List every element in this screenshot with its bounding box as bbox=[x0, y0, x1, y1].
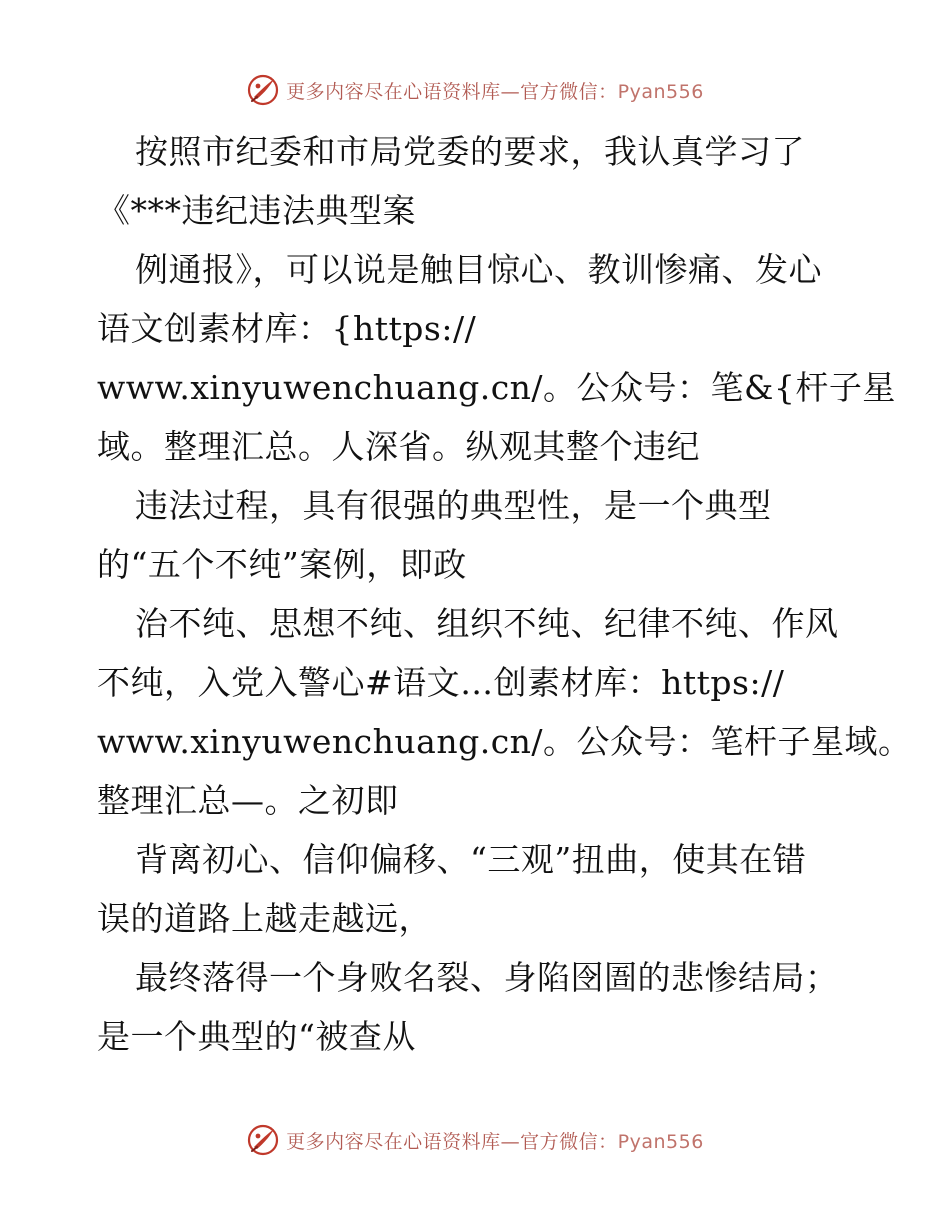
header-wechat-id: Pyan556 bbox=[617, 80, 704, 103]
body-line: 按照市纪委和市局党委的要求，我认真学习了 bbox=[135, 132, 805, 171]
body-line: 治不纯、思想不纯、组织不纯、纪律不纯、作风 bbox=[135, 604, 839, 643]
body-line: 违法过程，具有很强的典型性，是一个典型 bbox=[135, 486, 772, 525]
document-body bbox=[97, 122, 912, 1066]
footer-wechat-id: Pyan556 bbox=[617, 1130, 704, 1153]
footer-slogan-text: 更多内容尽在心语资料库—官方微信： bbox=[286, 1130, 618, 1153]
body-line: 误的道路上越走越远， bbox=[97, 899, 432, 938]
body-line: 《***违纪违法典型案 bbox=[97, 191, 416, 230]
body-line: 不纯，入党入警心#语文…创素材库：https:// bbox=[97, 663, 785, 702]
body-line: 域。整理汇总。人深省。纵观其整个违纪 bbox=[97, 427, 700, 466]
body-line: 最终落得一个身败名裂、身陷囹圄的悲惨结局； bbox=[135, 958, 839, 997]
header-slogan-text: 更多内容尽在心语资料库—官方微信： bbox=[286, 80, 618, 103]
quill-brush-logo-icon bbox=[246, 1123, 280, 1157]
body-line: 是一个典型的“被查从 bbox=[97, 1017, 416, 1056]
body-line: 背离初心、信仰偏移、“三观”扭曲，使其在错 bbox=[135, 840, 807, 879]
header-banner bbox=[0, 70, 950, 110]
body-line: 整理汇总—。之初即 bbox=[97, 781, 399, 820]
body-line: www.xinyuwenchuang.cn/。公众号：笔杆子星域。 bbox=[97, 722, 912, 761]
body-line: 语文创素材库：{https:// bbox=[97, 309, 477, 348]
footer-banner bbox=[0, 1120, 950, 1160]
quill-brush-logo-icon bbox=[246, 73, 280, 107]
body-line: 的“五个不纯”案例，即政 bbox=[97, 545, 467, 584]
header-slogan bbox=[286, 77, 704, 104]
body-line: 例通报》，可以说是触目惊心、教训惨痛、发心 bbox=[135, 250, 822, 289]
footer-slogan bbox=[286, 1127, 704, 1154]
body-line: www.xinyuwenchuang.cn/。公众号：笔&{杆子星 bbox=[97, 368, 896, 407]
